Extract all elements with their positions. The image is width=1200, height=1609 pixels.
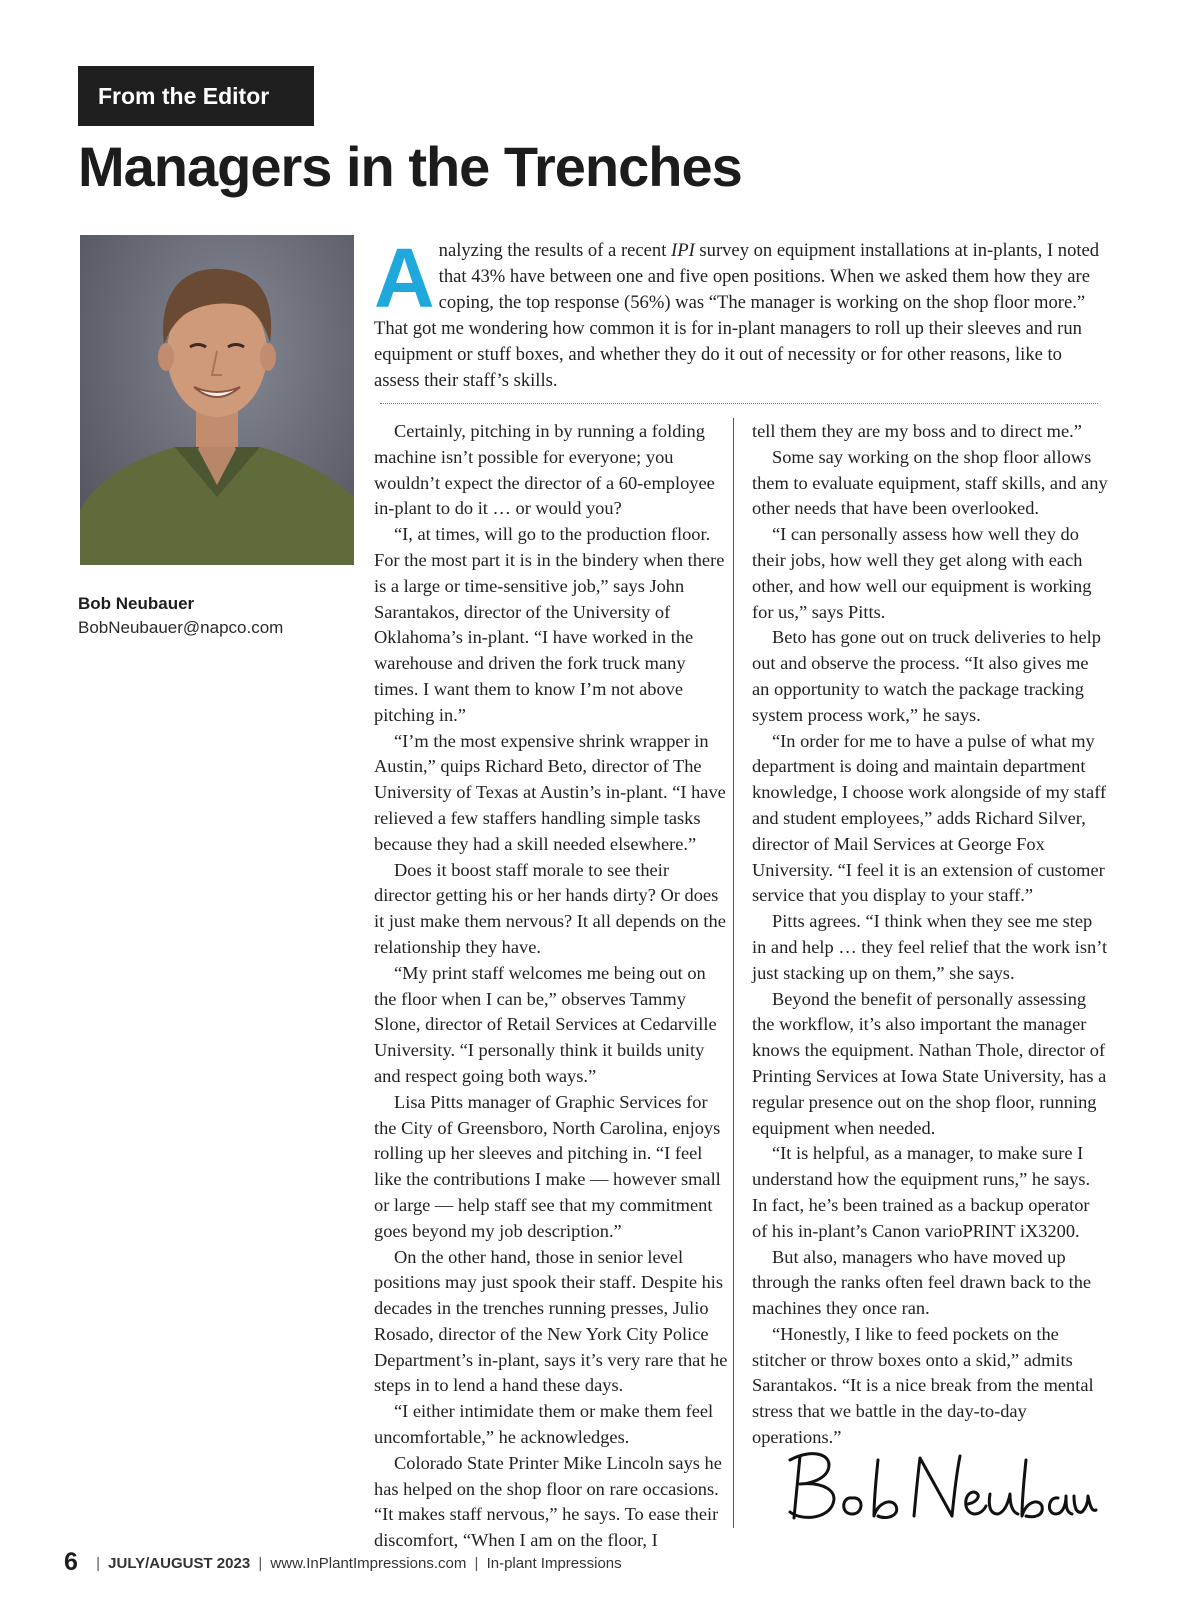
section-tag: From the Editor (78, 66, 314, 126)
body-paragraph: “Honestly, I like to feed pockets on the stitcher or throw boxes onto a skid,” admits Sarantakos. “It is a nice break from the mental stress that we battle in the day-to-day operations.” (752, 1323, 1094, 1448)
body-column-2 (752, 419, 1108, 1451)
body-paragraph: “I can personally assess how well they do their jobs, how well they get along with each other, and how well our equipment is working for us,” says Pitts. (752, 524, 1092, 622)
body-paragraph: Colorado State Printer Mike Lincoln says he has helped on the shop floor on rare occasions. “It makes staff nervous,” he says. To ease their discomfort, “When I am on the floor, I (374, 1452, 722, 1551)
handwritten-signature (782, 1446, 1102, 1531)
footer-separator: | (474, 1555, 479, 1572)
issue-date: JULY/AUGUST 2023 (108, 1555, 251, 1572)
author-byline (78, 592, 283, 640)
body-paragraph-continued: tell them they are my boss and to direct me.” (752, 421, 1082, 441)
body-paragraph: On the other hand, those in senior level positions may just spook their staff. Despite his decades in the trenches running presses, Julio Rosado, director of the New York City Police Department’s in-plant, says it’s very rare that he steps in to lend a hand these days. (374, 1246, 728, 1396)
body-paragraph: But also, managers who have moved up through the ranks often feel drawn back to the machines they once ran. (752, 1246, 1092, 1319)
footer-separator: | (96, 1555, 100, 1572)
author-email[interactable]: BobNeubauer@napco.com (78, 618, 284, 637)
intro-text-start: nalyzing the results of a recent (438, 240, 672, 261)
body-paragraph: “My print staff welcomes me being out on the floor when I can be,” observes Tammy Slone, director of Retail Services at Cedarville University. “I personally think it builds unity and respect going both ways.” (374, 962, 717, 1086)
body-paragraph: Pitts agrees. “I think when they see me step in and help … they feel relief that the work isn’t just stacking up on them,” she says. (752, 911, 1108, 983)
body-paragraph: “I’m the most expensive shrink wrapper in Austin,” quips Richard Beto, director of The University of Texas at Austin’s in-plant. “I have relieved a few staffers handling simple tasks because they had a skill needed elsewhere.” (374, 730, 726, 854)
author-photo (80, 235, 354, 565)
body-paragraph: “In order for me to have a pulse of what my department is doing and maintain department knowledge, I choose work alongside of my staff and student employees,” adds Richard Silver, director of Mail Services at George Fox University. “I feel it is an extension of customer service that you display to your staff.” (752, 730, 1107, 906)
body-paragraph: Certainly, pitching in by running a folding machine isn’t possible for everyone; you wouldn’t expect the director of a 60-employee in-plant to do it … or would you? (374, 421, 715, 519)
intro-text-rest: survey on equipment installations at in-plants, I noted that 43% have between one and five open positions. When we asked them how they are coping, the top response (56%) was “The manager is working on the shop floor more.” That got me wondering how common it is for in-plant managers to roll up their sleeves and run equipment or stuff boxes, and whether they do it out of necessity or for other reasons, like to assess their staff’s skills. (374, 240, 1100, 391)
drop-cap: A (374, 231, 435, 325)
page-footer (64, 1548, 622, 1577)
dotted-divider (380, 403, 1098, 404)
footer-separator: | (258, 1555, 263, 1572)
body-paragraph: “I, at times, will go to the production floor. For the most part it is in the bindery when there is a large or time-sensitive job,” says John Sarantakos, director of the University of Oklahoma’s in-plant. “I have worked in the warehouse and driven the fork truck many times. I want them to know I’m not above pitching in.” (374, 524, 725, 725)
body-paragraph: Beyond the benefit of personally assessing the workflow, it’s also important the manager knows the equipment. Nathan Thole, director of Printing Services at Iowa State University, has a regular presence out on the shop floor, running equipment when needed. (752, 988, 1107, 1138)
publication-name: In-plant Impressions (486, 1555, 622, 1572)
body-paragraph: “It is helpful, as a manager, to make sure I understand how the equipment runs,” he says. In fact, he’s been trained as a backup operator of his in-plant’s Canon varioPRINT iX3200. (752, 1143, 1091, 1241)
body-column-1 (374, 419, 730, 1554)
body-paragraph: Lisa Pitts manager of Graphic Services for the City of Greensboro, North Carolina, enjoys rolling up her sleeves and pitching in. “I feel like the contributions I make — however small or large — help staff see that my commitment goes beyond my job description.” (374, 1091, 721, 1241)
page-number: 6 (64, 1548, 78, 1576)
website-link[interactable]: www.InPlantImpressions.com (270, 1555, 467, 1572)
body-paragraph: Beto has gone out on truck deliveries to help out and observe the process. “It also gives me an opportunity to watch the package tracking system process work,” he says. (752, 627, 1101, 725)
intro-italic-survey: IPI (671, 240, 695, 261)
body-paragraph: Some say working on the shop floor allows them to evaluate equipment, staff skills, and any other needs that have been overlooked. (752, 446, 1108, 519)
intro-paragraph (374, 231, 1102, 394)
author-name: Bob Neubauer (78, 594, 195, 613)
body-paragraph: Does it boost staff morale to see their director getting his or her hands dirty? Or does it just make them nervous? It all depends on the relationship they have. (374, 859, 726, 957)
body-paragraph: “I either intimidate them or make them feel uncomfortable,” he acknowledges. (374, 1401, 714, 1448)
article-headline: Managers in the Trenches (78, 135, 742, 198)
column-divider (733, 418, 734, 1528)
